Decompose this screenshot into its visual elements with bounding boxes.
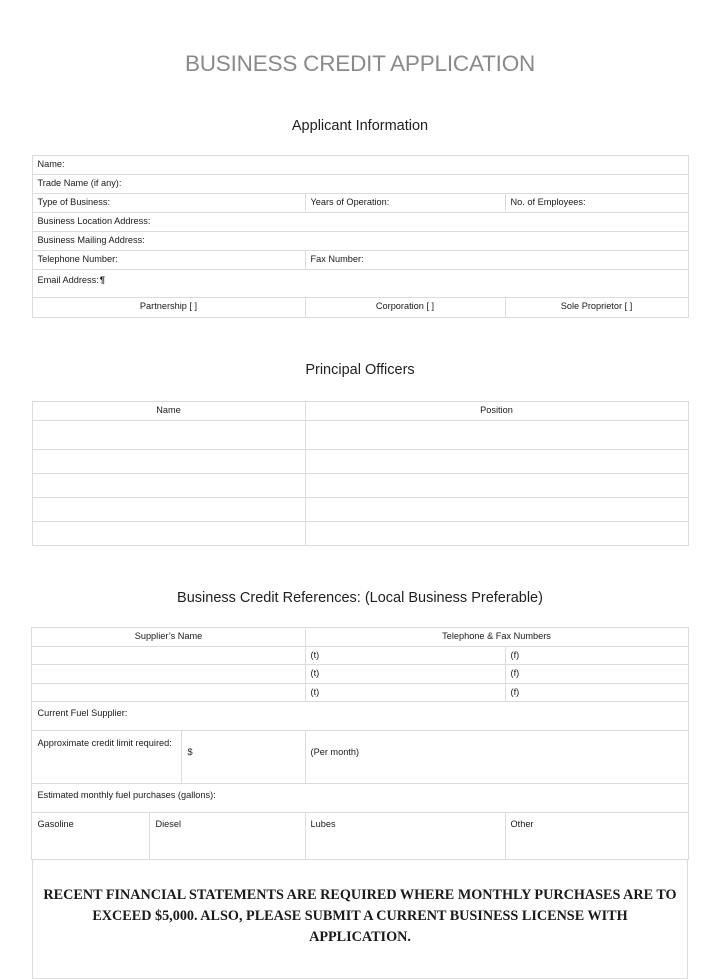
table-row-trade-name	[32, 175, 688, 194]
email-address-text: Email Address:	[37, 275, 99, 285]
field-label-estimated-monthly-fuel-purchases[interactable]: Estimated monthly fuel purchases (gallons):	[32, 784, 688, 813]
table-row-business-mailing-address	[32, 232, 688, 251]
field-label-no-of-employees[interactable]: No. of Employees:	[505, 194, 688, 213]
cell-officer-position[interactable]	[305, 420, 688, 449]
financial-statements-notice-box	[32, 860, 688, 979]
cell-telephone[interactable]: (t)	[305, 646, 505, 665]
table-row-entity-type	[32, 298, 688, 318]
section-heading-applicant-information: Applicant Information	[291, 118, 429, 134]
cell-officer-name[interactable]	[32, 521, 305, 545]
column-header-position: Position	[305, 402, 688, 421]
field-label-business-location-address[interactable]: Business Location Address:	[32, 213, 688, 232]
field-label-current-fuel-supplier[interactable]: Current Fuel Supplier:	[32, 702, 688, 731]
table-row-credit-limit	[32, 731, 688, 784]
cell-officer-name[interactable]	[32, 497, 305, 521]
cell-officer-position[interactable]	[305, 449, 688, 473]
table-header-row	[32, 627, 688, 646]
cell-supplier-name[interactable]	[32, 683, 305, 702]
table-row-fuel-types	[32, 813, 688, 860]
field-label-gasoline[interactable]: Gasoline	[32, 813, 150, 860]
cell-officer-name[interactable]	[32, 449, 305, 473]
applicant-information-table	[32, 155, 689, 318]
pilcrow-icon: ¶	[99, 275, 106, 286]
table-row	[32, 646, 688, 665]
field-label-fax-number[interactable]: Fax Number:	[305, 251, 688, 270]
checkbox-partnership[interactable]: Partnership [ ]	[32, 298, 305, 318]
financial-statements-notice-text: RECENT FINANCIAL STATEMENTS ARE REQUIRED WHERE MONTHLY PURCHASES ARE TO EXCEED $5,000. ALSO, PLEASE SUBMIT A CURRENT BUSINESS LICENSE WITH APPLICATION.	[43, 887, 677, 946]
cell-supplier-name[interactable]	[32, 665, 305, 684]
field-label-telephone-number[interactable]: Telephone Number:	[32, 251, 305, 270]
cell-supplier-name[interactable]	[32, 646, 305, 665]
cell-officer-position[interactable]	[305, 521, 688, 545]
table-row-telephone-fax	[32, 251, 688, 270]
table-header-row	[32, 402, 688, 421]
cell-telephone[interactable]: (t)	[305, 665, 505, 684]
field-label-name[interactable]: Name:	[32, 156, 688, 175]
cell-officer-position[interactable]	[305, 497, 688, 521]
business-credit-references-table	[31, 627, 688, 861]
section-heading-business-credit-references: Business Credit References: (Local Business Preferable)	[177, 589, 543, 606]
table-row-estimated-purchases	[32, 784, 688, 813]
field-label-years-of-operation[interactable]: Years of Operation:	[305, 194, 505, 213]
column-header-telephone-fax-numbers: Telephone & Fax Numbers	[305, 627, 688, 646]
cell-officer-position[interactable]	[305, 473, 688, 497]
table-row	[32, 473, 688, 497]
column-header-suppliers-name: Supplier’s Name	[32, 627, 305, 646]
field-label-diesel[interactable]: Diesel	[150, 813, 305, 860]
page-title: BUSINESS CREDIT APPLICATION	[184, 51, 536, 76]
cell-fax[interactable]: (f)	[505, 683, 688, 702]
cell-fax[interactable]: (f)	[505, 665, 688, 684]
field-label-business-mailing-address[interactable]: Business Mailing Address:	[32, 232, 688, 251]
table-row	[32, 521, 688, 545]
label-per-month: (Per month)	[305, 731, 688, 784]
cell-officer-name[interactable]	[32, 420, 305, 449]
checkbox-corporation[interactable]: Corporation [ ]	[305, 298, 505, 318]
column-header-name: Name	[32, 402, 305, 421]
cell-telephone[interactable]: (t)	[305, 683, 505, 702]
field-label-lubes[interactable]: Lubes	[305, 813, 505, 860]
field-label-other[interactable]: Other	[505, 813, 688, 860]
cell-officer-name[interactable]	[32, 473, 305, 497]
table-row	[32, 420, 688, 449]
field-label-trade-name[interactable]: Trade Name (if any):	[32, 175, 688, 194]
table-row	[32, 497, 688, 521]
table-row-current-fuel-supplier	[32, 702, 688, 731]
field-label-approximate-credit-limit: Approximate credit limit required:	[32, 731, 182, 784]
table-row	[32, 449, 688, 473]
cell-fax[interactable]: (f)	[505, 646, 688, 665]
currency-symbol[interactable]: $	[182, 731, 305, 784]
checkbox-sole-proprietor[interactable]: Sole Proprietor [ ]	[505, 298, 688, 318]
table-row-name	[32, 156, 688, 175]
field-label-type-of-business[interactable]: Type of Business:	[32, 194, 305, 213]
table-row-business-location-address	[32, 213, 688, 232]
table-row	[32, 665, 688, 684]
table-row-business-type	[32, 194, 688, 213]
field-label-email-address[interactable]	[32, 270, 688, 298]
table-row	[32, 683, 688, 702]
principal-officers-table	[32, 401, 689, 546]
table-row-email-address	[32, 270, 688, 298]
section-heading-principal-officers: Principal Officers	[305, 362, 415, 378]
